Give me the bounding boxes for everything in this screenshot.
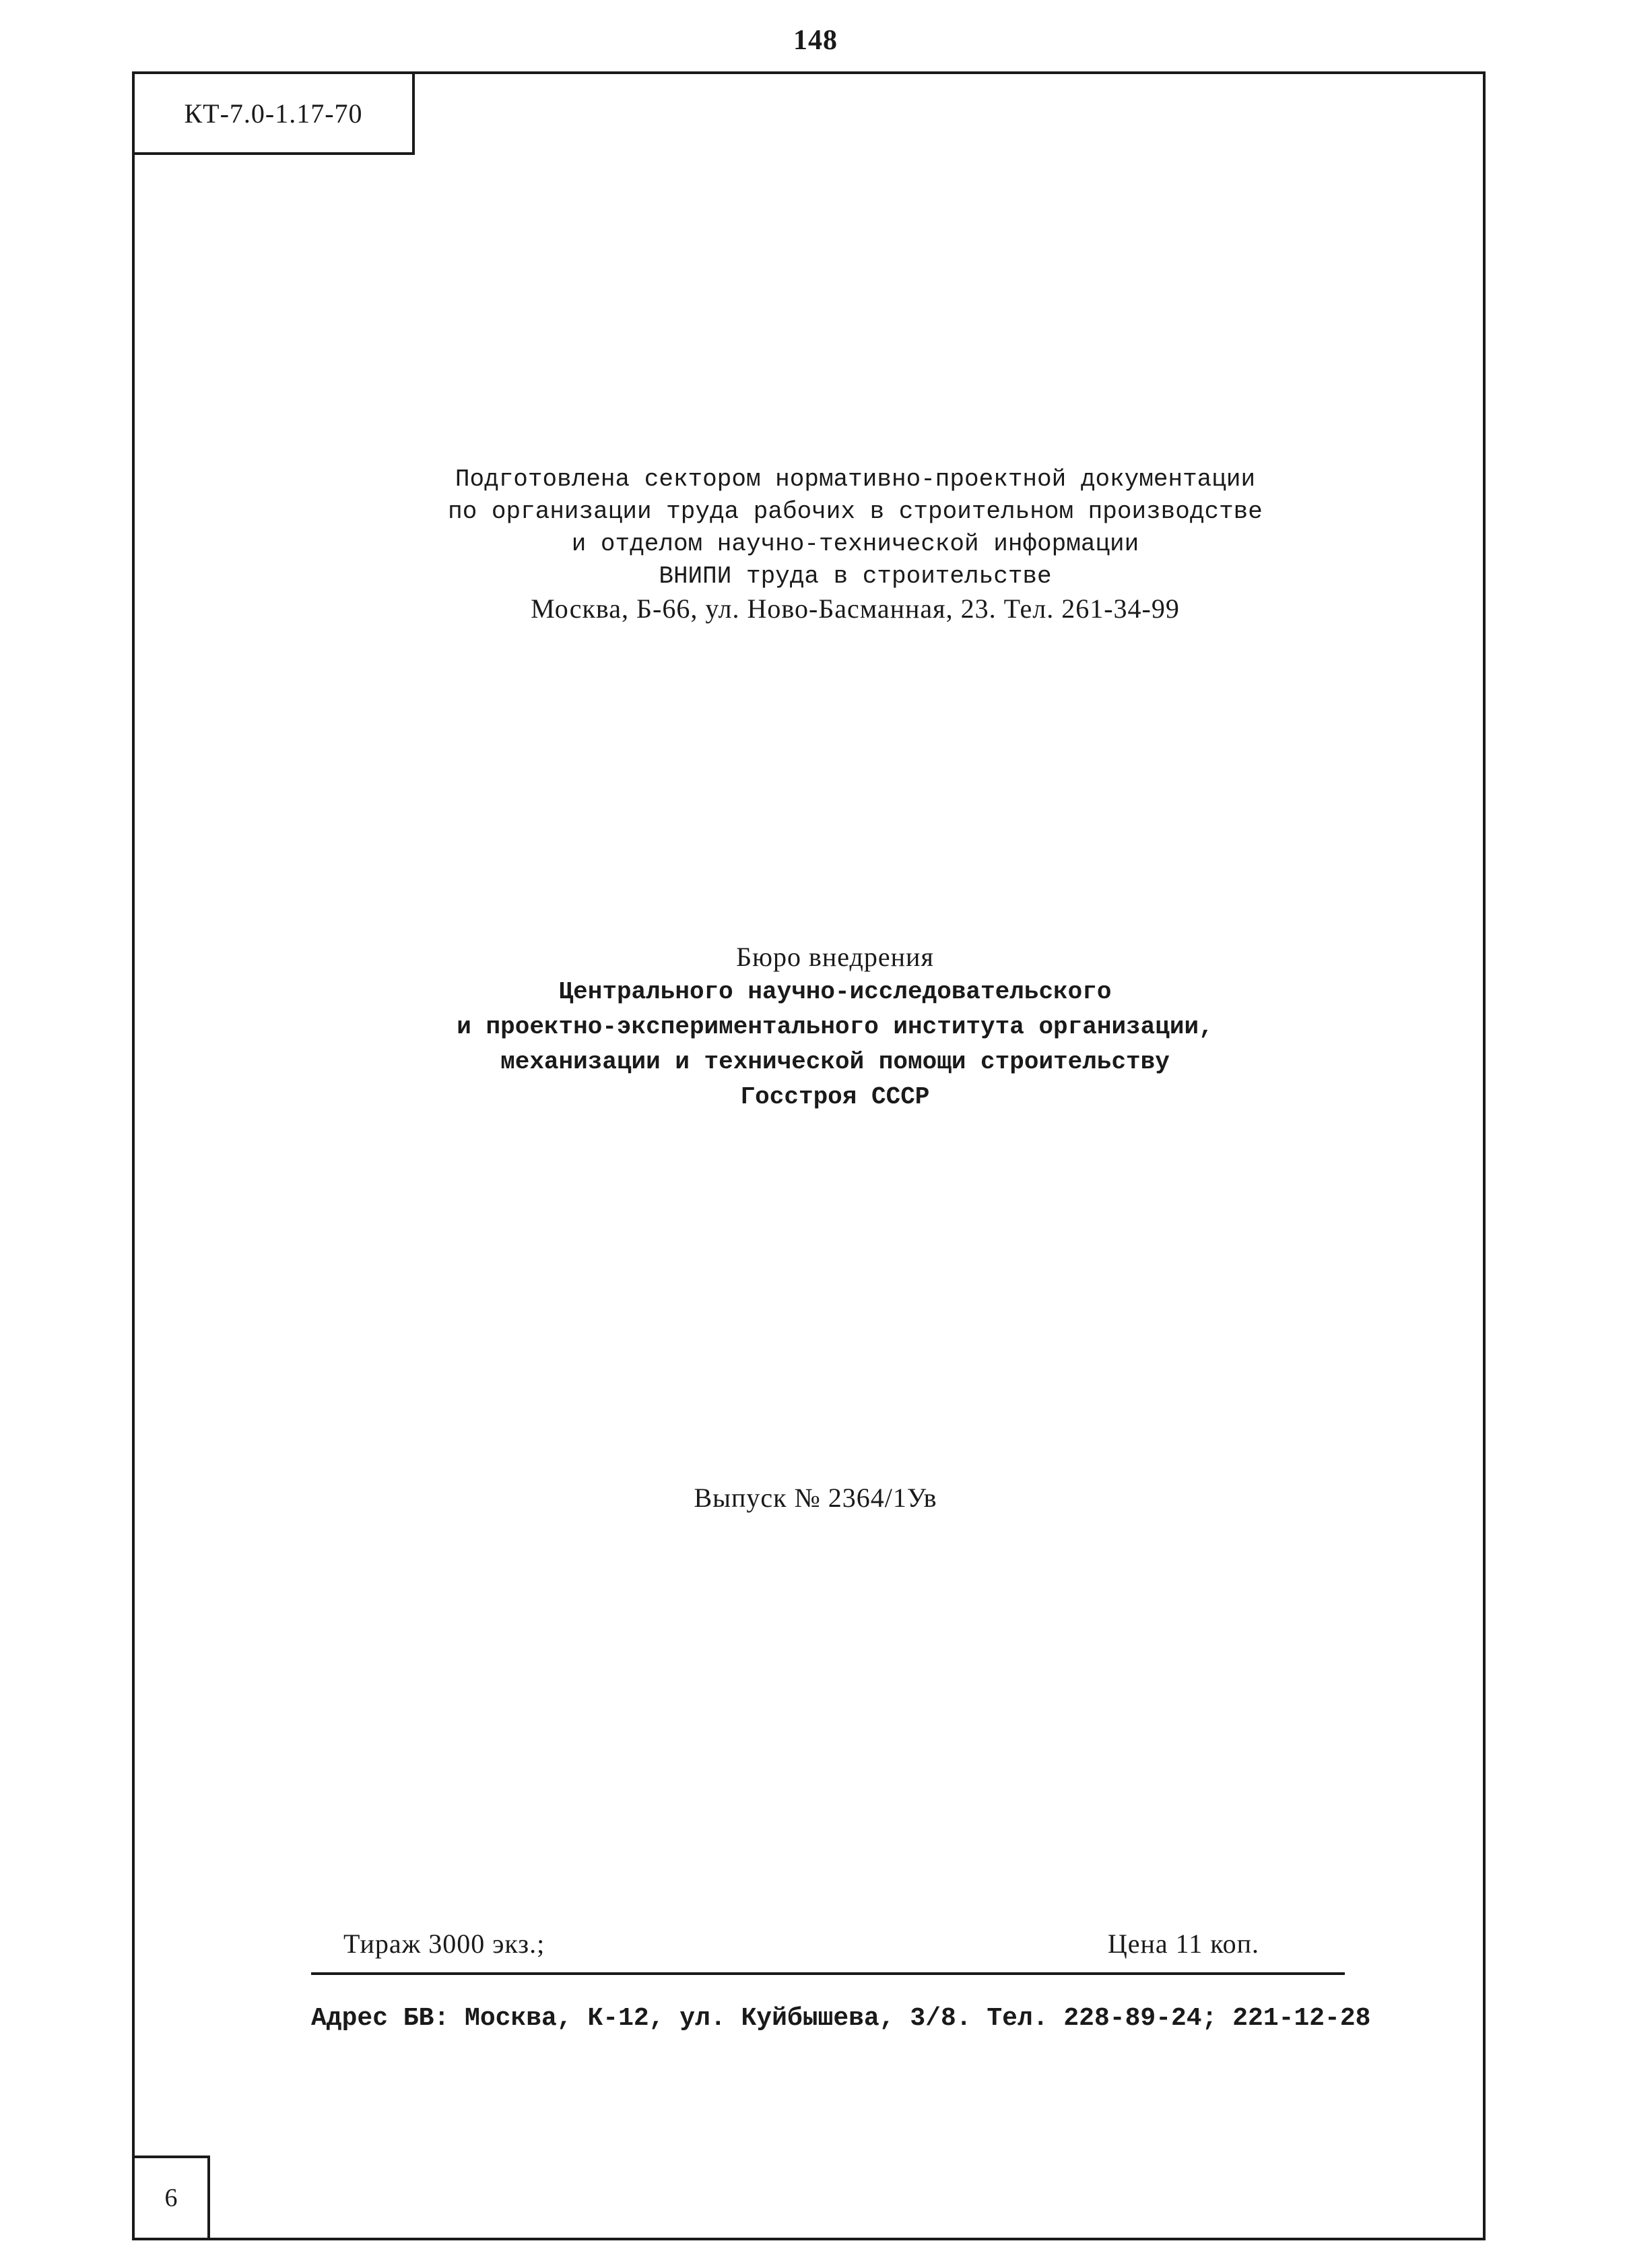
sheet-number: 6	[132, 2156, 210, 2240]
bureau-line-3: механизации и технической помощи строительству	[500, 1048, 1170, 1076]
page-frame	[132, 71, 1486, 2240]
bureau-block	[418, 940, 1253, 1115]
print-run: Тираж 3000 экз.;	[343, 1929, 545, 1959]
price: Цена 11 коп.	[1107, 1929, 1259, 1959]
imprint-divider	[311, 1972, 1345, 1975]
prepared-line-3: и отделом научно-технической информации	[571, 530, 1139, 558]
prepared-by-block	[418, 463, 1293, 625]
bureau-line-2: и проектно-экспериментального института организации,	[457, 1013, 1213, 1041]
bureau-line-1: Центрального научно-исследовательского	[558, 978, 1112, 1006]
imprint-row	[343, 1928, 1259, 1959]
page-number: 148	[793, 25, 838, 56]
document-code: КТ-7.0-1.17-70	[132, 71, 415, 155]
issue-number: Выпуск № 2364/1Ув	[694, 1483, 937, 1513]
bureau-address: Адрес БВ: Москва, К-12, ул. Куйбышева, 3/8. Тел. 228-89-24; 221-12-28	[311, 2004, 1371, 2033]
prepared-line-2: по организации труда рабочих в строительном производстве	[448, 498, 1263, 525]
prepared-address: Москва, Б-66, ул. Ново-Басманная, 23. Тел. 261-34-99	[531, 593, 1180, 624]
bureau-title: Бюро внедрения	[736, 942, 934, 972]
prepared-line-1: Подготовлена сектором нормативно-проектной документации	[455, 465, 1256, 493]
prepared-line-4: ВНИПИ труда в строительстве	[659, 562, 1052, 590]
bureau-line-4: Госстроя СССР	[740, 1083, 930, 1111]
